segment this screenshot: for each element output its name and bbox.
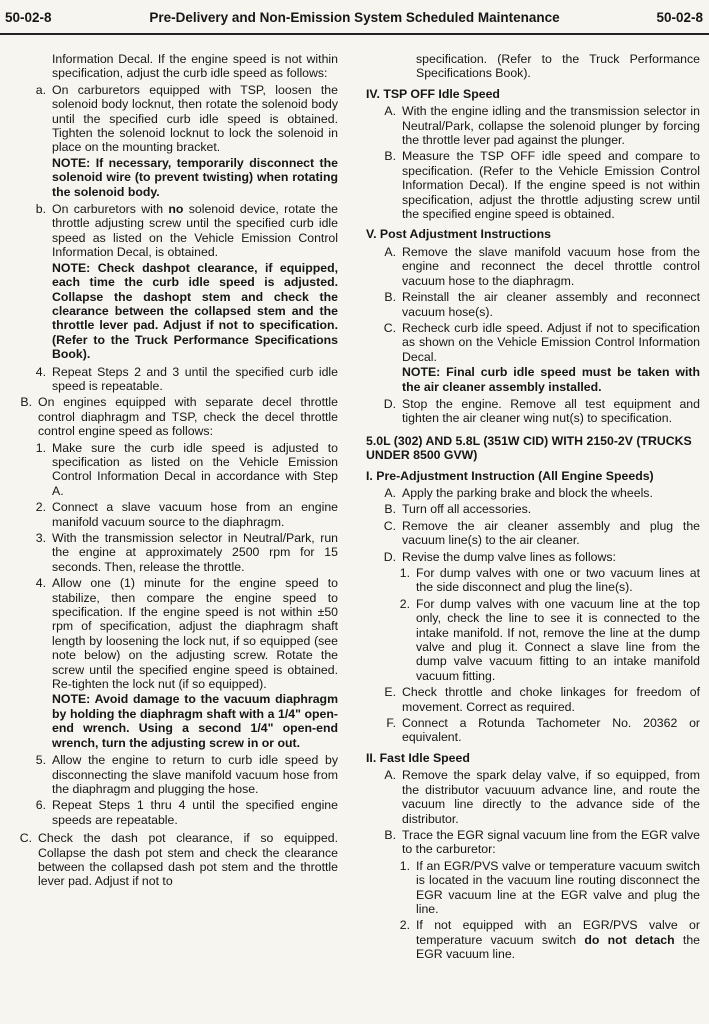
section-heading: IV. TSP OFF Idle Speed (366, 86, 500, 101)
note: NOTE: If necessary, temporarily disconnect the solenoid wire (to prevent twisting) when rotating the solenoid body. (52, 155, 338, 199)
item-text: Revise the dump valve lines as follows: (402, 549, 616, 564)
item-label: 1. (399, 566, 410, 580)
item-text: Remove the slave manifold vacuum hose from the engine and reconnect the decel throttle control vacuum hose to the diaphragm. (402, 244, 700, 288)
item-text: If an EGR/PVS valve or temperature vacuum switch is located in the vacuum line routing disconnect the EGR vacuum line at the EGR valve and plug the line. (416, 858, 700, 916)
item-label: A. (384, 485, 396, 500)
list-item (366, 685, 700, 714)
item-label: 2. (35, 500, 46, 515)
note: NOTE: Avoid damage to the vacuum diaphragm by holding the diaphragm shaft with a 1/4" open-end wrench. Using a second 1/4" open-end wrench, turn the adjusting screw in or out. (52, 692, 338, 750)
item-label: 6. (35, 798, 46, 813)
item-text: On carburetors with no solenoid device, rotate the throttle adjusting screw until the specified curb idle speed as listed on the Vehicle Emission Control Information Decal, is obtained. NOTE: Check dashpot clearance, if equipped, each time the curb idle speed is adjusted. Collapse the dashopt stem and check the clearance between the collapsed stem and the throttle lever pad. Adjust if not to specification. (Refer to the Truck Performance Specifications Book). (52, 202, 338, 362)
item-label: B. (384, 290, 396, 305)
list-item (366, 104, 700, 147)
list-item (2, 365, 338, 394)
list-item (366, 597, 700, 683)
section-heading: II. Fast Idle Speed (366, 750, 470, 765)
item-text: With the transmission selector in Neutral/Park, run the engine at approximately 2500 rpm for 15 seconds. Then, release the throttle. (52, 531, 338, 574)
item-text: On engines equipped with separate decel throttle control diaphragm and TSP, check the decel throttle control engine speed as follows: (38, 395, 338, 439)
list-item (366, 828, 700, 857)
item-label: 5. (35, 753, 46, 768)
item-label: A. (384, 244, 396, 259)
section-heading: V. Post Adjustment Instructions (366, 227, 551, 242)
list-item (366, 502, 700, 516)
list-item (366, 321, 700, 395)
item-label: C. (19, 831, 32, 846)
page-header (0, 0, 709, 34)
list-item (366, 519, 700, 548)
item-text: Apply the parking brake and block the wheels. (402, 485, 653, 500)
item-label: a. (35, 82, 46, 97)
item-text: Reinstall the air cleaner assembly and reconnect vacuum hose(s). (402, 290, 700, 319)
item-text: Turn off all accessories. (402, 502, 532, 517)
list-item (366, 716, 700, 745)
item-label: 1. (35, 440, 46, 455)
item-text: For dump valves with one or two vacuum lines at the side disconnect and plug the line(s). (416, 566, 700, 595)
list-item (366, 768, 700, 826)
item-text: Stop the engine. Remove all test equipment and tighten the air cleaner wing nut(s) to specification. (402, 396, 700, 426)
item-text: Repeat Steps 2 and 3 until the specified curb idle speed is repeatable. (52, 364, 338, 393)
item-label: A. (384, 768, 396, 783)
item-text: Remove the air cleaner assembly and plug the vacuum line(s) to the air cleaner. (402, 518, 700, 548)
item-text: Repeat Steps 1 thru 4 until the specified engine speeds are repeatable. (52, 798, 338, 827)
item-label: 4. (35, 576, 46, 591)
list-item (2, 83, 338, 200)
item-text: Check throttle and choke linkages for freedom of movement. Correct as required. (402, 685, 700, 714)
item-text: With the engine idling and the transmission selector in Neutral/Park, collapse the solenoid plunger by forcing the throttle lever pad against the plunger. (402, 104, 700, 148)
item-label: B. (384, 827, 396, 842)
item-label: E. (384, 685, 396, 700)
list-item (2, 831, 338, 889)
list-item (366, 918, 700, 961)
item-text: Trace the EGR signal vacuum line from the EGR valve to the carburetor: (402, 827, 700, 857)
note: NOTE: Final curb idle speed must be taken with the air cleaner assembly installed. (402, 365, 700, 394)
item-label: B. (20, 395, 32, 410)
item-text: Measure the TSP OFF idle speed and compare to specification. (Refer to the Vehicle Emission Control Information Decal). If the engine speed is not within specification, adjust the throttle adjusting screw until the specified engine speed is obtained. (402, 149, 700, 222)
left-column (2, 52, 338, 891)
item-label: 4. (35, 364, 46, 379)
item-text: For dump valves with one vacuum line at the top only, check the line to see it is connected to the intake manifold. If not, remove the line at the dump valve and plug it. Connect a slave line from the dump valve vacuum fitting to an intake manifold vacuum fitting. (416, 596, 700, 683)
engine-section-title: 5.0L (302) AND 5.8L (351W CID) WITH 2150-2V (TRUCKS UNDER 8500 GVW) (366, 433, 692, 463)
item-label: C. (383, 320, 396, 335)
list-item (2, 441, 338, 499)
item-text: Connect a slave vacuum hose from an engine manifold vacuum source to the diaphragm. (52, 500, 338, 529)
list-item (2, 500, 338, 529)
list-item (366, 859, 700, 917)
right-column (366, 52, 700, 964)
item-text: On carburetors equipped with TSP, loosen the solenoid body locknut, then rotate the solenoid body until the specified curb idle speed is obtained. Tighten the solenoid locknut to lock the solenoid in place on the mounting bracket. NOTE: If necessary, temporarily disconnect the solenoid wire (to prevent twisting) when rotating the solenoid body. (52, 82, 338, 199)
list-item (2, 753, 338, 796)
item-text: Allow the engine to return to curb idle speed by disconnecting the slave manifold vacuum hose from the diaphragm and plugging the hose. (52, 753, 338, 796)
item-label: B. (384, 149, 396, 164)
section-heading: I. Pre-Adjustment Instruction (All Engine Speeds) (366, 468, 654, 483)
list-item (366, 550, 700, 564)
list-item (366, 149, 700, 221)
item-label: D. (383, 396, 396, 411)
list-item (366, 245, 700, 288)
list-item (366, 486, 700, 500)
item-label: A. (384, 104, 396, 119)
list-item (366, 566, 700, 595)
list-item (366, 397, 700, 426)
list-item (2, 576, 338, 751)
item-text: Connect a Rotunda Tachometer No. 20362 or equivalent. (402, 716, 700, 745)
item-label: 2. (399, 918, 410, 933)
paragraph: specification. (Refer to the Truck Performance Specifications Book). (416, 52, 700, 81)
list-item (2, 531, 338, 574)
item-text: If not equipped with an EGR/PVS valve or temperature vacuum switch do not detach the EGR vacuum line. (416, 918, 701, 962)
page-title: Pre-Delivery and Non-Emission System Scheduled Maintenance (149, 10, 560, 25)
note: NOTE: Check dashpot clearance, if equipped, each time the curb idle speed is adjusted. Collapse the dashopt stem and check the clearance between the collapsed stem and the throttle lever pad. Adjust if not to specification. (Refer to the Truck Performance Specifications Book). (52, 260, 338, 362)
item-text: Check the dash pot clearance, if so equipped. Collapse the dash pot stem and check the clearance between the collapsed dash pot stem and the throttle lever pad. Adjust if not to (38, 831, 338, 889)
item-text: Allow one (1) minute for the engine speed to stabilize, then compare the engine speed to specification. If the engine speed is not within ±50 rpm of specification, adjust the diaphragm shaft length by loosening the lock nut, if so equipped (see note below) on the adjusting screw. Rotate the screw until the specified engine speed is obtained. Re-tighten the lock nut (if so equipped). NOTE: Avoid damage to the vacuum diaphragm by holding the diaphragm shaft with a 1/4" open-end wrench. Using a second 1/4" open-end wrench, turn the adjusting screw in or out. (52, 576, 338, 750)
page-number-left: 50-02-8 (5, 10, 52, 25)
item-label: 1. (399, 858, 410, 873)
item-label: D. (383, 549, 396, 564)
list-item (2, 202, 338, 362)
item-label: b. (35, 202, 46, 217)
header-rule (0, 33, 709, 35)
list-item (2, 798, 338, 827)
page-number-right: 50-02-8 (656, 10, 703, 25)
item-text: Make sure the curb idle speed is adjusted to specification as listed on the Vehicle Emission Control Information Decal in accordance with Step A. (52, 440, 338, 498)
item-label: C. (383, 518, 396, 533)
item-label: 3. (35, 531, 46, 545)
list-item (2, 395, 338, 438)
item-label: 2. (399, 596, 410, 611)
item-text: Remove the spark delay valve, if so equipped, from the distributor vacuuum advance line, and route the vacuum line directly to the advance side of the distributor. (402, 768, 700, 826)
item-label: F. (386, 716, 396, 731)
item-label: B. (384, 502, 396, 517)
item-text: Recheck curb idle speed. Adjust if not to specification as shown on the Vehicle Emission Control Information Decal. NOTE: Final curb idle speed must be taken with the air cleaner assembly installed. (402, 320, 700, 394)
paragraph: Information Decal. If the engine speed is not within specification, adjust the curb idle speed as follows: (52, 52, 338, 81)
list-item (366, 290, 700, 319)
